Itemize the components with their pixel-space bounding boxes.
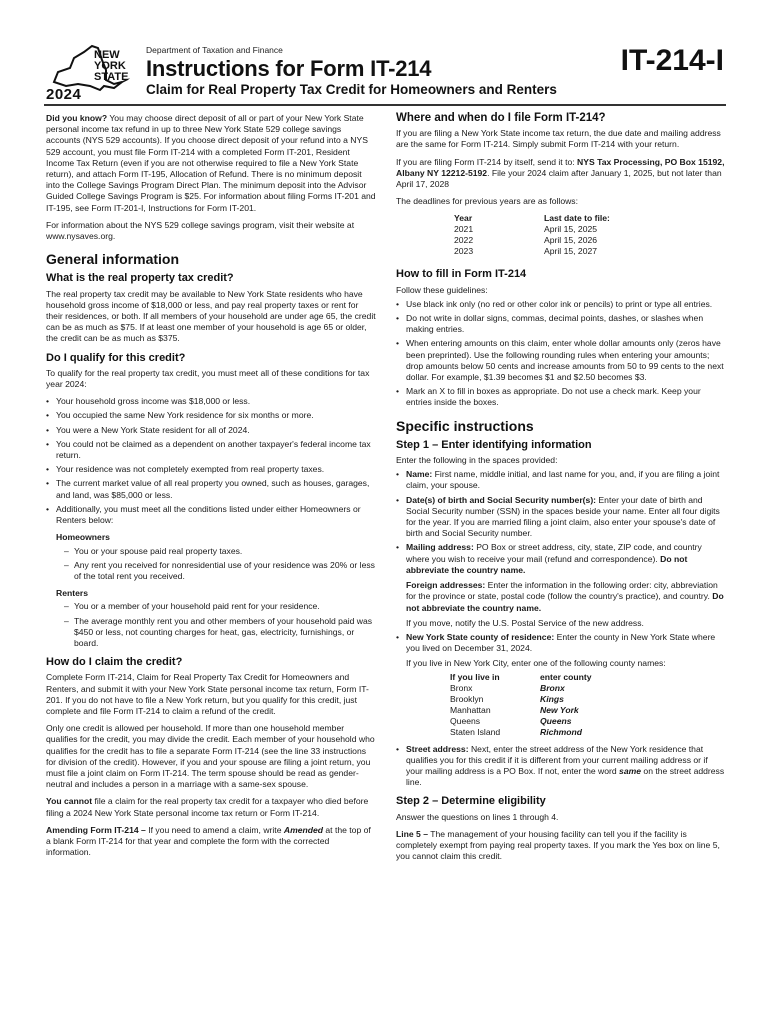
general-information-heading: General information — [46, 251, 180, 268]
form-number: IT-214-I — [620, 44, 724, 77]
where-when-heading: Where and when do I file Form IT-214? — [396, 112, 606, 124]
list-item: – Any rent you received for nonresidential use of your residence was 20% or less of the total rent you received. — [64, 560, 376, 582]
deadline-intro: The deadlines for previous years are as follows: — [396, 196, 578, 207]
county-lead: New York State county of residence: — [406, 631, 555, 642]
name-text: First name, middle initial, and last name for you, and, if you are filing a joint claim, your spouse. — [406, 469, 720, 491]
qualify-conditions-list — [46, 396, 376, 526]
list-item: • Additionally, you must meet all the conditions listed under either Homeowners or Renters below: — [46, 504, 376, 526]
line5-lead: Line 5 – — [396, 828, 428, 839]
step1-list — [396, 469, 726, 788]
table-cell: April 15, 2027 — [544, 246, 598, 257]
amending-lead: Amending Form IT-214 – — [46, 824, 146, 835]
question-what-is-credit: What is the real property tax credit? — [46, 272, 234, 285]
step1-heading: Step 1 – Enter identifying information — [396, 438, 592, 451]
table-cell: 2023 — [454, 246, 474, 257]
table-cell: New York — [540, 704, 579, 715]
nys-logo — [44, 42, 136, 104]
table-cell: 2021 — [454, 224, 474, 235]
fill-guidelines-list — [396, 299, 726, 409]
homeowners-heading: Homeowners — [56, 532, 110, 543]
nyc-notice: If you live in New York City, enter one of the following county names: — [406, 658, 666, 669]
table-cell: Brooklyn — [450, 693, 484, 704]
table-cell: Bronx — [450, 682, 473, 693]
claim-p3-lead: You cannot — [46, 796, 93, 807]
did-you-know-paragraph — [46, 113, 376, 214]
specific-instructions-heading: Specific instructions — [396, 417, 534, 434]
street-lead: Street address: — [406, 743, 469, 754]
county-header-live: If you live in — [450, 671, 500, 682]
fill-intro: Follow these guidelines: — [396, 284, 488, 295]
foreign-address-paragraph — [406, 580, 726, 614]
dob-lead: Date(s) of birth and Social Security number(s): — [406, 494, 597, 505]
list-item: • Your residence was not completely exempted from real property taxes. — [46, 464, 376, 475]
how-to-fill-heading: How to fill in Form IT-214 — [396, 268, 527, 281]
list-item: • Mark an X to fill in boxes as appropriate. Do not use a check mark. Keep your entries inside the boxes. — [396, 386, 726, 408]
name-lead: Name: — [406, 469, 433, 480]
mail-bold: Do not abbreviate the country name. — [406, 553, 688, 575]
table-cell: April 15, 2026 — [544, 235, 598, 246]
list-item — [396, 495, 726, 540]
question-do-i-qualify: Do I qualify for this credit? — [46, 351, 186, 364]
table-cell: Richmond — [540, 726, 583, 737]
line5-text: The management of your housing facility can tell you if the facility is completely exempt from paying real property taxes. If you mark the Yes box on line 5, you cannot claim this credit. — [396, 828, 720, 862]
list-item: • The current market value of all real property you owned, such as houses, garages, and land, was $85,000 or less. — [46, 478, 376, 500]
claim-paragraph-3 — [46, 796, 376, 818]
where-p2-a: If you are filing Form IT-214 by itself, send it to: — [396, 156, 578, 167]
table-cell: April 15, 2025 — [544, 224, 598, 235]
list-item: • You occupied the same New York residence for six months or more. — [46, 410, 376, 421]
foreign-text: Enter the information in the following order: city, abbreviation for the province or state, postal code (follow the country's practice), and country. — [406, 580, 718, 602]
list-item — [396, 542, 726, 628]
street-same-word: same — [619, 765, 642, 776]
list-item: • You could not be claimed as a dependent on another taxpayer's federal income tax return. — [46, 439, 376, 461]
deadline-header-year: Year — [454, 213, 473, 224]
list-item: • Your household gross income was $18,000 or less. — [46, 396, 376, 407]
dob-text: Enter your date of birth and Social Security number (SSN) in the spaces beside your name. Enter all four digits for the year. If you are married filing a joint claim, also enter your spouse's date of birth and Social Security number. — [406, 494, 720, 539]
renters-heading: Renters — [56, 588, 88, 599]
list-item: • Use black ink only (no red or other color ink or pencils) to print or type all entries. — [396, 299, 726, 310]
foreign-lead: Foreign addresses: — [406, 580, 486, 591]
table-cell: Queens — [540, 715, 572, 726]
amending-word: Amended — [283, 824, 324, 835]
move-notice: If you move, notify the U.S. Postal Service of the new address. — [406, 617, 644, 628]
list-item: • You were a New York State resident for all of 2024. — [46, 425, 376, 436]
where-paragraph-1: If you are filing a New York State income tax return, the due date and mailing address are the same for Form IT-214. Simply submit Form IT-214 with your return. — [396, 128, 721, 150]
what-is-credit-text: The real property tax credit may be available to New York State residents who have household gross income of $18,000 or less, and pay real property taxes or rent for their residences, or both. If all members of your household are under age 65, the credit can be as much as $75. If at least one member of your household is age 65 or older, the credit can be as much as $375. — [46, 288, 376, 344]
claim-p3-text: file a claim for the real property tax credit for a taxpayer who died before filing a 2024 New York State personal income tax return or Form IT-214. — [46, 796, 369, 818]
table-cell: Kings — [540, 693, 564, 704]
qualify-intro: To qualify for the real property tax credit, you must meet all of these conditions for tax year 2024: — [46, 367, 370, 390]
list-item: – You or a member of your household paid rent for your residence. — [64, 601, 376, 612]
table-cell: Manhattan — [450, 704, 491, 715]
where-p2-c: . File your 2024 claim after January 1, 2025, but not later than April 17, 2028 — [396, 167, 722, 190]
header-divider — [44, 104, 726, 106]
where-paragraph-2 — [396, 157, 726, 191]
did-you-know-lead: Did you know? — [46, 113, 108, 123]
amending-text-c: at the top of a blank Form IT-214 for that year and complete the form with the corrected information. — [46, 824, 371, 858]
logo-wordmark: NEW YORK STATE — [94, 49, 129, 83]
claim-paragraph-2: Only one credit is allowed per household. If more than one household member qualifies for the credit, you may divide the credit. Each member of your household who qualifies for the credit has to file a separate Form IT-214 (see the line 33 instructions for division of the credit). However, if you and your spouse are filing a joint return, you must file a joint claim on Form IT-214. The term spouse should be read as gender-neutral and includes a person in a marriage with a same-sex spouse. — [46, 723, 375, 790]
table-cell: Bronx — [540, 682, 565, 693]
did-you-know-text: You may choose direct deposit of all or part of your New York State personal income tax refund in up to three New York State 529 college savings accounts (NYS 529 accounts). If you choose direct deposit of your refund into a NYS 529 account, you must file Form IT-214 with a completed Form IT-201, Resident Income Tax Return (even if you are not otherwise required to file a New York State return), and attach Form IT-195, Allocation of Refund. There is no minimum deposit into the College Savings Program Direct Plan. The minimum deposit into the Advisor Guided College Savings Program is $25. For information about filing Forms IT-201 and IT-195, see Form IT-201-I, Instructions for Form IT-201. — [46, 113, 376, 213]
list-item: • When entering amounts on this claim, enter whole dollar amounts only (zeros have been preprinted). Use the following rounding rules when entering your amounts; drop amounts below 50 cents and increase amounts from 50 to 99 cents to the next dollar. For example, $1.39 becomes $1 and $2.50 becomes $3. — [396, 338, 726, 383]
street-end: on the street address line. — [406, 765, 725, 788]
page-subtitle: Claim for Real Property Tax Credit for Homeowners and Renters — [146, 82, 557, 97]
nys529-info: For information about the NYS 529 college savings program, visit their website at www.nysaves.org. — [46, 219, 355, 242]
foreign-bold: Do not abbreviate the country name. — [406, 591, 724, 613]
department-name: Department of Taxation and Finance — [146, 45, 283, 55]
mail-text: PO Box or street address, city, state, ZIP code, and country where you wish to receive your mail (refund and correspondence). — [406, 542, 702, 564]
mailing-address: NYS Tax Processing, PO Box 15192, Albany NY 12212-5192 — [396, 156, 725, 178]
amending-paragraph — [46, 825, 376, 859]
county-header-enter: enter county — [540, 671, 592, 682]
list-item: – You or your spouse paid real property taxes. — [64, 546, 376, 557]
page-title: Instructions for Form IT-214 — [146, 56, 432, 81]
street-text: Next, enter the street address of the New York residence that qualifies you for this credit if it is different from your current mailing address or if your mailing address is a PO Box. If not, enter the word — [406, 743, 708, 776]
renters-list — [64, 601, 376, 649]
table-cell: Staten Island — [450, 726, 501, 737]
claim-paragraph-1: Complete Form IT-214, Claim for Real Property Tax Credit for Homeowners and Renters, and submit it with your New York State personal income tax return, Form IT-201. If you do not have to file a New York return, but you qualify for this credit, just complete and file Form IT-214 to claim a refund of the credit. — [46, 672, 369, 716]
list-item — [396, 632, 726, 738]
list-item — [396, 469, 726, 491]
step2-intro: Answer the questions on lines 1 through 4. — [396, 811, 559, 822]
left-column — [46, 113, 376, 864]
step1-intro: Enter the following in the spaces provided: — [396, 455, 558, 466]
deadline-header-date: Last date to file: — [544, 213, 610, 224]
right-column — [396, 113, 726, 868]
list-item — [396, 744, 726, 789]
step2-heading: Step 2 – Determine eligibility — [396, 795, 546, 808]
logo-year: 2024 — [46, 86, 82, 103]
list-item: – The average monthly rent you and other members of your household paid was $450 or less, not counting charges for heat, gas, electricity, furnishings, or board. — [64, 616, 376, 650]
mail-lead: Mailing address: — [406, 542, 474, 553]
line5-paragraph — [396, 829, 726, 863]
amending-text-a: If you need to amend a claim, write — [145, 824, 284, 835]
deadlines-table — [454, 213, 726, 257]
table-cell: Queens — [450, 715, 481, 726]
table-cell: 2022 — [454, 235, 474, 246]
county-table — [450, 672, 726, 738]
list-item: • Do not write in dollar signs, commas, decimal points, dashes, or slashes when making entries. — [396, 313, 726, 335]
county-text: Enter the county in New York State where you lived on December 31, 2024. — [406, 631, 716, 654]
homeowners-list — [64, 546, 376, 583]
question-how-to-claim: How do I claim the credit? — [46, 656, 183, 669]
